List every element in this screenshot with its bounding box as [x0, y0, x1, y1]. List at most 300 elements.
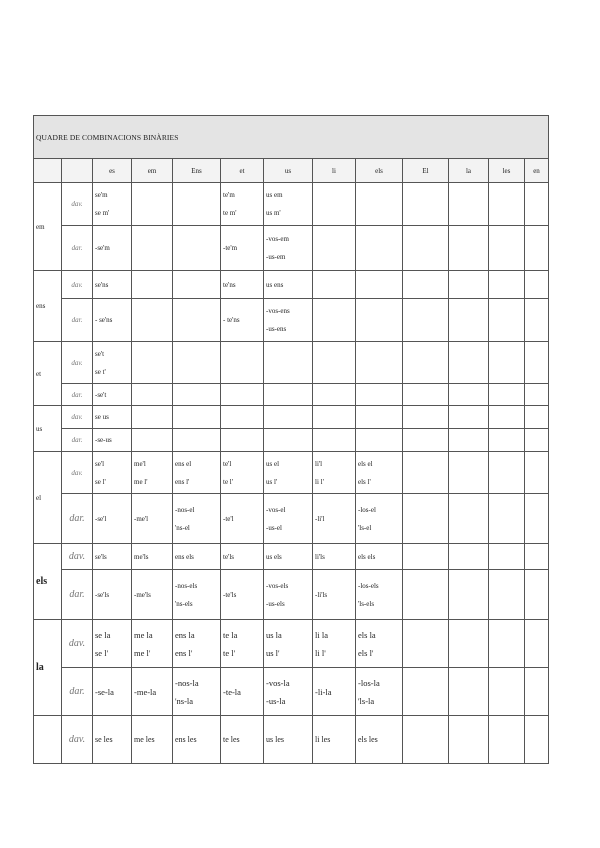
table-cell [132, 570, 173, 620]
table-cell [221, 271, 264, 299]
table-cell [449, 226, 489, 271]
table-cell [356, 299, 403, 342]
table-cell [93, 183, 132, 226]
table-cell [264, 299, 313, 342]
row-type: dav. [62, 544, 93, 570]
cell-text: els l' [358, 477, 371, 486]
table-cell [313, 384, 356, 406]
table-cell [525, 226, 549, 271]
cell-text: te'l [223, 459, 232, 468]
table-cell [173, 299, 221, 342]
table-cell [313, 299, 356, 342]
table-cell [489, 342, 525, 384]
cell-text: te'm [223, 191, 235, 199]
table-cell [449, 716, 489, 764]
table-cell [489, 271, 525, 299]
cell-text: se l' [95, 647, 109, 658]
cell-text: -us-els [266, 599, 285, 608]
combinations-table [33, 115, 549, 764]
table-cell [173, 452, 221, 494]
cell-text: -nos-el [175, 505, 195, 514]
cell-text: ens el [175, 459, 192, 468]
table-row [34, 226, 549, 271]
table-cell [173, 668, 221, 716]
table-cell [132, 429, 173, 452]
cell-text: - te'ns [223, 316, 240, 324]
table-cell [449, 429, 489, 452]
cell-text: els la [358, 629, 376, 640]
cell-text: se'l [95, 459, 105, 468]
row-type: dav. [62, 271, 93, 299]
row-type: dav. [62, 342, 93, 384]
table-cell [313, 183, 356, 226]
table-cell [264, 183, 313, 226]
row-type: dar. [62, 494, 93, 544]
table-cell [221, 299, 264, 342]
table-cell [403, 271, 449, 299]
table-cell [313, 494, 356, 544]
table-cell [449, 299, 489, 342]
table-cell [313, 452, 356, 494]
table-cell [403, 668, 449, 716]
table-cell [449, 544, 489, 570]
table-row [34, 716, 549, 764]
table-cell [93, 716, 132, 764]
cell-text: ens els [175, 552, 194, 561]
table-cell [173, 544, 221, 570]
table-cell [489, 183, 525, 226]
cell-text: -se'l [95, 514, 107, 523]
table-cell [93, 620, 132, 668]
table-cell [525, 299, 549, 342]
table-cell [489, 716, 525, 764]
table-cell [93, 271, 132, 299]
table-cell [403, 183, 449, 226]
table-cell [356, 406, 403, 429]
group-label: la [34, 620, 62, 716]
cell-text: -vos-ens [266, 307, 290, 315]
cell-text: us l' [266, 647, 280, 658]
cell-text: -te'ls [223, 590, 237, 599]
cell-text: -us-la [266, 695, 286, 706]
column-header: Ens [173, 159, 221, 183]
table-cell [173, 226, 221, 271]
cell-text: -us-el [266, 523, 282, 532]
table-cell [525, 183, 549, 226]
header-corner-type [62, 159, 93, 183]
table-cell [264, 494, 313, 544]
table-cell [489, 570, 525, 620]
table-cell [489, 429, 525, 452]
table-cell [93, 342, 132, 384]
table-cell [221, 620, 264, 668]
table-row [34, 406, 549, 429]
cell-text: -se-us [95, 436, 112, 444]
table-cell [356, 452, 403, 494]
cell-text: -vos-la [266, 677, 290, 688]
table-cell [403, 342, 449, 384]
row-type: dav. [62, 452, 93, 494]
table-cell [525, 384, 549, 406]
cell-text: se't [95, 349, 105, 358]
cell-text: -se't [95, 390, 107, 399]
table-row [34, 620, 549, 668]
cell-text: ens la [175, 629, 195, 640]
row-type: dar. [62, 299, 93, 342]
table-cell [489, 406, 525, 429]
table-cell [221, 384, 264, 406]
table-cell [93, 299, 132, 342]
table-cell [313, 668, 356, 716]
table-cell [264, 570, 313, 620]
table-cell [93, 668, 132, 716]
table-cell [132, 299, 173, 342]
cell-text: us l' [266, 477, 278, 486]
table-cell [264, 226, 313, 271]
table-cell [264, 668, 313, 716]
table-row [34, 271, 549, 299]
table-cell [173, 384, 221, 406]
cell-text: 'ns-els [175, 599, 193, 608]
table-cell [132, 544, 173, 570]
table-cell [313, 570, 356, 620]
table-cell [313, 271, 356, 299]
table-cell [264, 271, 313, 299]
cell-text: -nos-els [175, 581, 198, 590]
cell-text: -me-la [134, 686, 157, 697]
table-cell [525, 668, 549, 716]
cell-text: te m' [223, 209, 237, 217]
table-cell [489, 544, 525, 570]
table-cell [93, 452, 132, 494]
column-header: em [132, 159, 173, 183]
cell-text: li l' [315, 647, 326, 658]
cell-text: ens l' [175, 477, 190, 486]
table-cell [132, 384, 173, 406]
cell-text: te l' [223, 477, 234, 486]
table-cell [313, 620, 356, 668]
table-cell [525, 429, 549, 452]
cell-text: - se'ns [95, 316, 113, 324]
cell-text: ens l' [175, 647, 193, 658]
table-cell [173, 429, 221, 452]
cell-text: -se-la [95, 686, 114, 697]
cell-text: -li'ls [315, 590, 328, 599]
table-cell [449, 668, 489, 716]
cell-text: -te'm [223, 244, 238, 252]
row-type: dar. [62, 570, 93, 620]
group-label: em [34, 183, 62, 271]
cell-text: se'ls [95, 552, 107, 561]
table-cell [356, 271, 403, 299]
cell-text: 'ls-els [358, 599, 375, 608]
cell-text: us em [266, 191, 283, 199]
cell-text: me les [134, 734, 155, 744]
column-header: li [313, 159, 356, 183]
table-cell [449, 406, 489, 429]
table-cell [449, 494, 489, 544]
table-cell [489, 299, 525, 342]
table-cell [525, 620, 549, 668]
cell-text: 'ls-la [358, 695, 375, 706]
table-row [34, 668, 549, 716]
table-cell [221, 183, 264, 226]
table-cell [132, 668, 173, 716]
table-cell [132, 226, 173, 271]
table-cell [449, 452, 489, 494]
table-cell [313, 226, 356, 271]
table-cell [525, 494, 549, 544]
cell-text: me la [134, 629, 153, 640]
cell-text: se m' [95, 209, 110, 217]
table-cell [93, 570, 132, 620]
table-cell [173, 570, 221, 620]
cell-text: te l' [223, 647, 236, 658]
table-row [34, 299, 549, 342]
row-type: dar. [62, 226, 93, 271]
cell-text: us les [266, 734, 284, 744]
table-cell [525, 570, 549, 620]
table-cell [264, 342, 313, 384]
cell-text: els les [358, 734, 378, 744]
table-cell [489, 620, 525, 668]
column-header: us [264, 159, 313, 183]
row-type: dar. [62, 384, 93, 406]
cell-text: -us-ens [266, 325, 287, 333]
table-cell [132, 452, 173, 494]
table-cell [132, 342, 173, 384]
table-cell [313, 544, 356, 570]
cell-text: -los-el [358, 505, 376, 514]
table-cell [93, 406, 132, 429]
table-row [34, 544, 549, 570]
table-cell [264, 620, 313, 668]
table-cell [489, 668, 525, 716]
cell-text: -se'ls [95, 590, 110, 599]
table-cell [356, 716, 403, 764]
table-cell [173, 342, 221, 384]
cell-text: 'ns-el [175, 523, 190, 532]
cell-text: 'ls-el [358, 523, 372, 532]
table-cell [525, 342, 549, 384]
header-corner-group [34, 159, 62, 183]
cell-text: li les [315, 734, 331, 744]
cell-text: li'ls [315, 552, 325, 561]
table-row [34, 494, 549, 544]
cell-text: se la [95, 629, 111, 640]
cell-text: us la [266, 629, 282, 640]
table-cell [221, 406, 264, 429]
table-cell [313, 342, 356, 384]
table-cell [93, 429, 132, 452]
cell-text: li l' [315, 477, 324, 486]
table-cell [313, 716, 356, 764]
table-cell [403, 452, 449, 494]
table-cell [356, 620, 403, 668]
group-label: ens [34, 271, 62, 342]
table-cell [264, 429, 313, 452]
table-row [34, 384, 549, 406]
column-header: les [489, 159, 525, 183]
cell-text: 'ns-la [175, 695, 194, 706]
row-type: dav. [62, 183, 93, 226]
cell-text: me'l [134, 459, 146, 468]
table-cell [449, 271, 489, 299]
table-cell [403, 494, 449, 544]
row-type: dav. [62, 406, 93, 429]
table-cell [173, 406, 221, 429]
table-cell [525, 716, 549, 764]
table-cell [449, 384, 489, 406]
table-cell [356, 544, 403, 570]
table-cell [403, 406, 449, 429]
table-cell [221, 452, 264, 494]
table-row [34, 183, 549, 226]
cell-text: se t' [95, 367, 106, 376]
table-cell [132, 620, 173, 668]
table-cell [173, 271, 221, 299]
table-cell [403, 544, 449, 570]
cell-text: me'ls [134, 552, 149, 561]
column-header: la [449, 159, 489, 183]
table-row [34, 452, 549, 494]
column-header: es [93, 159, 132, 183]
cell-text: -los-la [358, 677, 380, 688]
table-cell [525, 271, 549, 299]
table-cell [449, 342, 489, 384]
table-cell [93, 544, 132, 570]
table-cell [356, 226, 403, 271]
table-cell [489, 384, 525, 406]
cell-text: -li'l [315, 514, 325, 523]
header-row [34, 159, 549, 183]
table-cell [449, 183, 489, 226]
table-cell [403, 429, 449, 452]
cell-text: -me'l [134, 514, 149, 523]
table-cell [489, 494, 525, 544]
table-cell [489, 452, 525, 494]
group-label: el [34, 452, 62, 544]
table-row [34, 570, 549, 620]
table-cell [93, 384, 132, 406]
table-cell [356, 429, 403, 452]
cell-text: us els [266, 552, 282, 561]
cell-text: se les [95, 734, 113, 744]
cell-text: us ens [266, 280, 284, 289]
table-cell [221, 494, 264, 544]
cell-text: te'ns [223, 280, 236, 289]
table-cell [403, 226, 449, 271]
cell-text: te les [223, 734, 240, 744]
table-cell [356, 183, 403, 226]
table-cell [132, 183, 173, 226]
table-cell [525, 544, 549, 570]
cell-text: se'ns [95, 280, 109, 289]
table-cell [403, 570, 449, 620]
table-cell [356, 570, 403, 620]
table-cell [173, 716, 221, 764]
table-cell [356, 384, 403, 406]
cell-text: li la [315, 629, 328, 640]
cell-text: -nos-la [175, 677, 199, 688]
cell-text: li'l [315, 459, 323, 468]
table-cell [221, 226, 264, 271]
cell-text: se'm [95, 191, 108, 199]
cell-text: els l' [358, 647, 374, 658]
group-label: et [34, 342, 62, 406]
cell-text: us m' [266, 209, 281, 217]
table-cell [313, 406, 356, 429]
cell-text: -vos-em [266, 235, 289, 243]
table-cell [264, 406, 313, 429]
table-cell [264, 384, 313, 406]
cell-text: -vos-els [266, 581, 289, 590]
table-cell [449, 570, 489, 620]
table-cell [132, 271, 173, 299]
table-cell [356, 668, 403, 716]
title-row [34, 116, 549, 159]
table-cell [221, 544, 264, 570]
cell-text: te la [223, 629, 238, 640]
table-cell [525, 406, 549, 429]
table-cell [221, 668, 264, 716]
table-cell [403, 299, 449, 342]
cell-text: -us-em [266, 253, 286, 261]
cell-text: me l' [134, 477, 148, 486]
cell-text: -te'l [223, 514, 234, 523]
table-cell [313, 429, 356, 452]
table-cell [132, 406, 173, 429]
row-type: dav. [62, 620, 93, 668]
table-cell [173, 183, 221, 226]
table-cell [489, 226, 525, 271]
group-label [34, 716, 62, 764]
cell-text: -se'm [95, 244, 110, 252]
table-cell [132, 494, 173, 544]
cell-text: se us [95, 413, 109, 421]
table-cell [93, 494, 132, 544]
table-row [34, 429, 549, 452]
group-label: els [34, 544, 62, 620]
cell-text: ens les [175, 734, 197, 744]
table-cell [356, 342, 403, 384]
table-cell [403, 620, 449, 668]
cell-text: us el [266, 459, 280, 468]
cell-text: -li-la [315, 686, 332, 697]
table-cell [264, 716, 313, 764]
table-cell [403, 384, 449, 406]
cell-text: se l' [95, 477, 106, 486]
table-cell [356, 494, 403, 544]
cell-text: els el [358, 459, 373, 468]
cell-text: -me'ls [134, 590, 151, 599]
table-cell [449, 620, 489, 668]
table-cell [173, 494, 221, 544]
group-label: us [34, 406, 62, 452]
table-cell [525, 452, 549, 494]
table-cell [173, 620, 221, 668]
cell-text: -te-la [223, 686, 241, 697]
cell-text: me l' [134, 647, 151, 658]
table-title: QUADRE DE COMBINACIONS BINÀRIES [34, 116, 549, 159]
cell-text: -los-els [358, 581, 379, 590]
column-header: El [403, 159, 449, 183]
table-cell [93, 226, 132, 271]
table-cell [132, 716, 173, 764]
column-header: en [525, 159, 549, 183]
cell-text: te'ls [223, 552, 234, 561]
table-cell [221, 342, 264, 384]
